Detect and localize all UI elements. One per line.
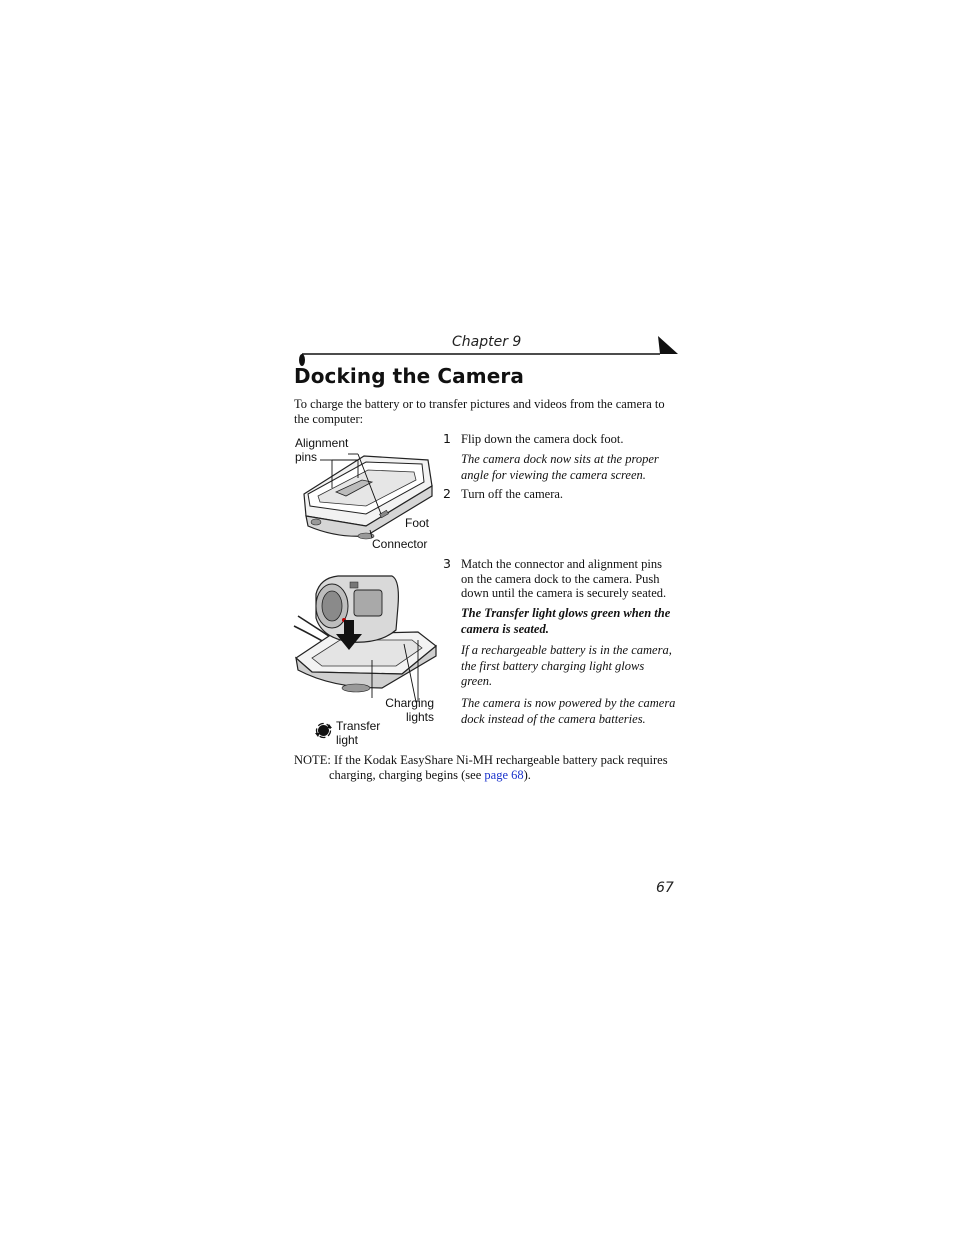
footnote-line2: charging, charging begins (see page 68). [329,768,531,782]
page-68-link[interactable]: page 68 [484,768,524,782]
callout-alignment-pins: Alignment pins [295,436,349,464]
intro-paragraph: To charge the battery or to transfer pictures and videos from the camera to the computer: [294,397,665,426]
footnote [294,753,684,783]
step-2-text: Turn off the camera. [461,487,564,501]
transfer-icon [315,722,332,739]
step-3-number: 3 [443,556,451,571]
page-number: 67 [656,880,674,896]
page-title: Docking the Camera [294,364,524,388]
footnote-line1: If the Kodak EasyShare Ni-MH rechargeable battery pack requires [333,753,668,767]
step-3-note-battery: If a rechargeable battery is in the camera, the first battery charging light glows green. [461,643,672,688]
step-2-number: 2 [443,486,451,501]
step-3-bold-note: The Transfer light glows green when the camera is seated. [461,606,671,636]
callout-charging-lights: Charging lights [385,696,434,724]
callout-connector: Connector [372,537,428,551]
step-3-note-power: The camera is now powered by the camera dock instead of the camera batteries. [461,696,676,726]
camera-docking-illustration [292,570,442,710]
step-1-number: 1 [443,431,451,446]
callout-foot: Foot [405,516,430,530]
step-1-note: The camera dock now sits at the proper angle for viewing the camera screen. [461,452,659,482]
chapter-label: Chapter 9 [452,334,522,350]
header-rule [298,336,678,366]
callout-transfer-light: Transfer light [336,719,381,747]
step-1-text: Flip down the camera dock foot. [461,432,624,446]
footnote-label: NOTE: [294,753,331,767]
step-3-text: Match the connector and alignment pins on the camera dock to the camera. Push down until the camera is securely seated. [461,557,667,600]
